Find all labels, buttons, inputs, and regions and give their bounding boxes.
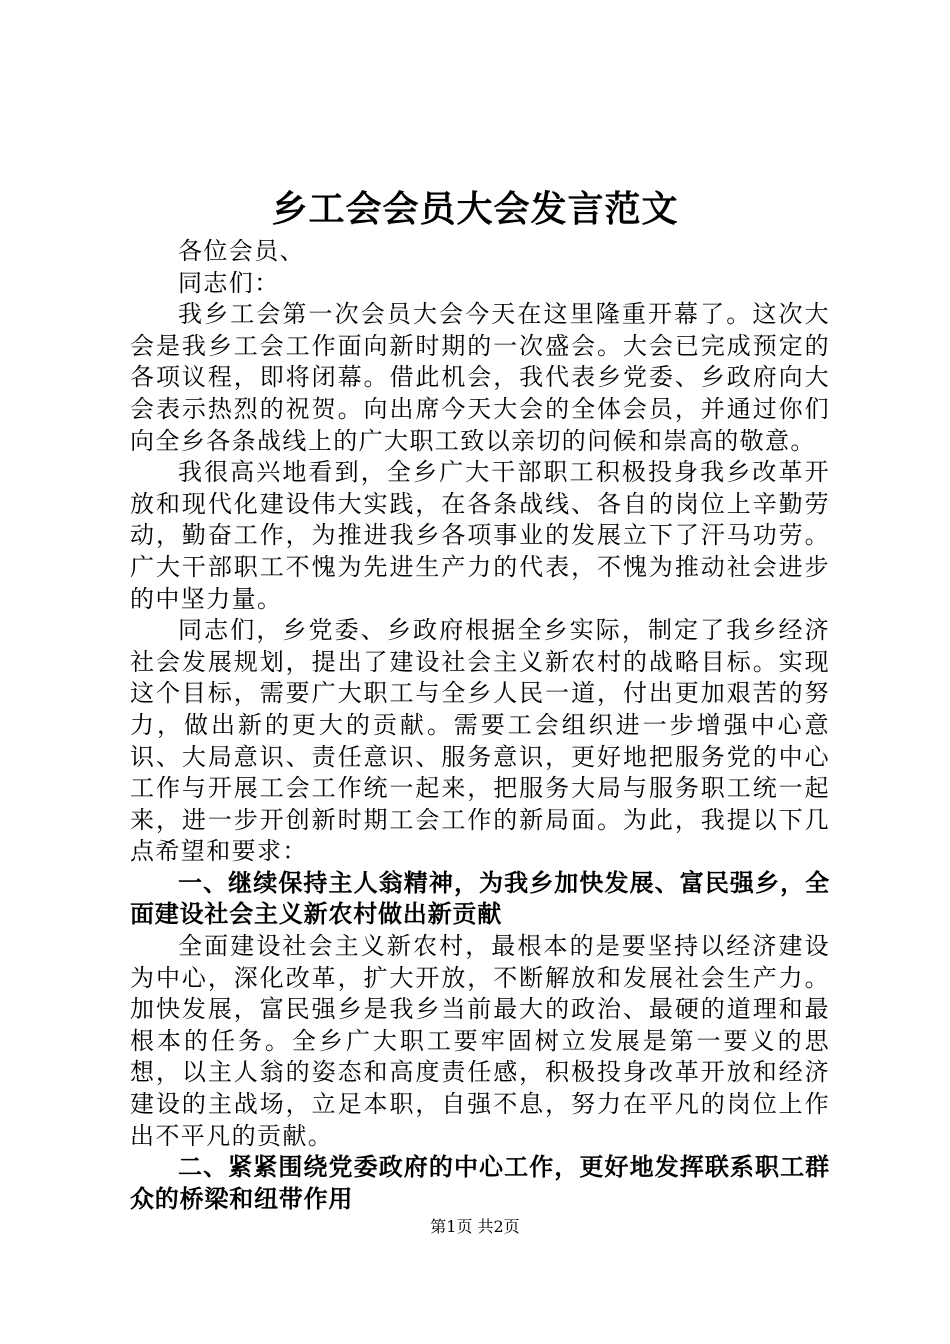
salutation-comrades: 同志们： bbox=[178, 268, 280, 297]
page-number-footer: 第1页 共2页 bbox=[430, 1217, 520, 1236]
salutation-members: 各位会员、 bbox=[178, 237, 305, 265]
body-paragraph: 我很高兴地看到，全乡广大干部职工积极投身我乡改革开放和现代化建设伟大实践，在各条战线、各自的岗位上辛勤劳动，勤奋工作，为推进我乡各项事业的发展立下了汗马功劳。广大干部职工不愧为先进生产力的代表，不愧为推动社会进步的中坚力量。 bbox=[130, 458, 830, 613]
section-heading: 二、紧紧围绕党委政府的中心工作，更好地发挥联系职工群众的桥梁和纽带作用 bbox=[130, 1153, 830, 1213]
body-paragraph: 我乡工会第一次会员大会今天在这里隆重开幕了。这次大会是我乡工会工作面向新时期的一次盛会。大会已完成预定的各项议程，即将闭幕。借此机会，我代表乡党委、乡政府向大会表示热烈的祝贺。向出席今天大会的全体会员，并通过你们向全乡各条战线上的广大职工致以亲切的问候和崇高的敬意。 bbox=[130, 300, 830, 455]
document-title: 乡工会会员大会发言范文 bbox=[271, 188, 679, 230]
section-heading: 一、继续保持主人翁精神，为我乡加快发展、富民强乡，全面建设社会主义新农村做出新贡献 bbox=[130, 868, 830, 929]
body-paragraph: 全面建设社会主义新农村，最根本的是要坚持以经济建设为中心，深化改革，扩大开放，不断解放和发展社会生产力。加快发展，富民强乡是我乡当前最大的政治、最硬的道理和最根本的任务。全乡广大职工要牢固树立发展是第一要义的思想，以主人翁的姿态和高度责任感，积极投身改革开放和经济建设的主战场，立足本职，自强不息，努力在平凡的岗位上作出不平凡的贡献。 bbox=[130, 932, 830, 1150]
document-body bbox=[130, 236, 830, 1215]
body-paragraph: 同志们，乡党委、乡政府根据全乡实际，制定了我乡经济社会发展规划，提出了建设社会主义新农村的战略目标。实现这个目标，需要广大职工与全乡人民一道，付出更加艰苦的努力，做出新的更大的贡献。需要工会组织进一步增强中心意识、大局意识、责任意识、服务意识，更好地把服务党的中心工作与开展工会工作统一起来，把服务大局与服务职工统一起来，进一步开创新时期工会工作的新局面。为此，我提以下几点希望和要求： bbox=[130, 616, 830, 866]
